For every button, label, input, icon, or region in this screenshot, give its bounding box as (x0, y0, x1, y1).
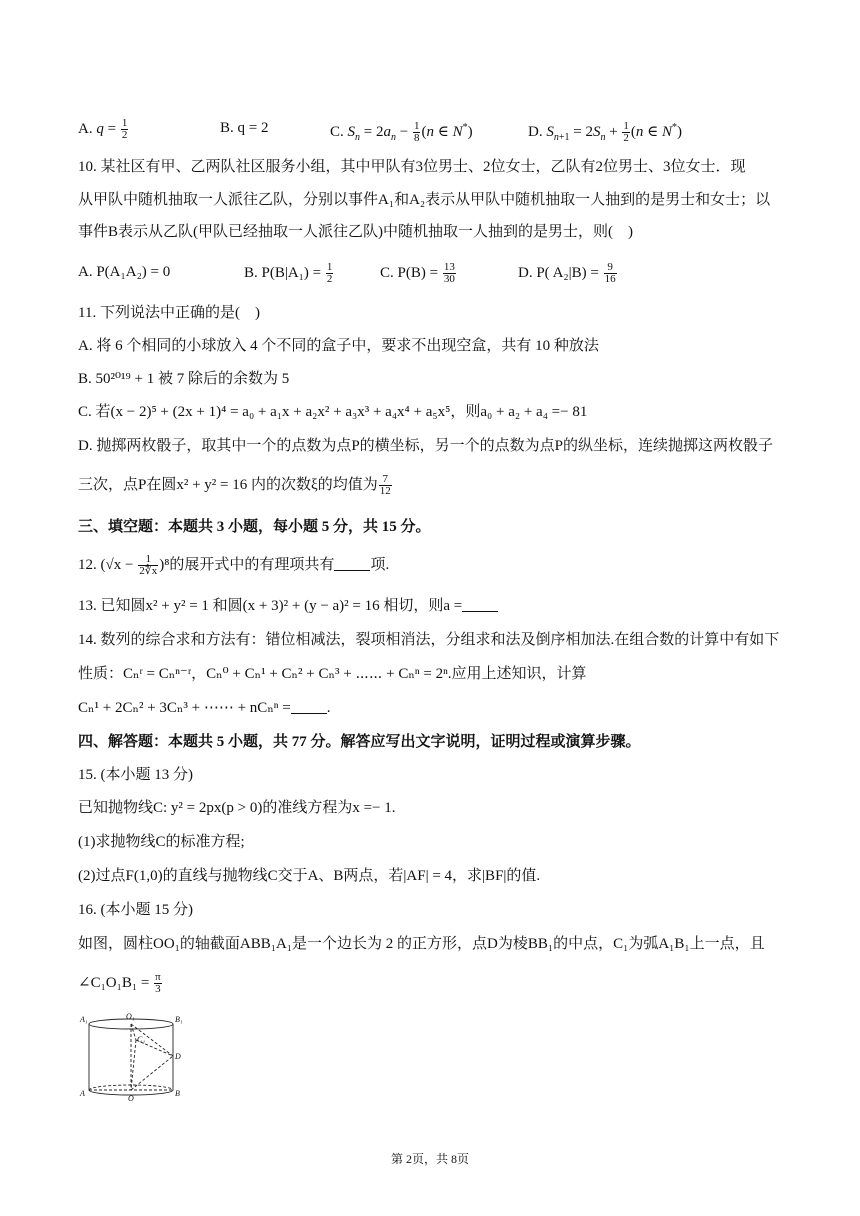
q11-option-d-line-2: 三次，点P在圆x² + y² = 16 内的次数ξ的均值为 $\frac{7}{12}$ (78, 473, 391, 497)
q10-option-c: C. P(B) = $\frac{13}{30}$ (380, 261, 455, 285)
section-3-heading: 三、填空题：本题共 3 小题，每小题 5 分，共 15 分。 (78, 519, 431, 535)
q9-option-a: A. q = $\frac{1}{2}$ (78, 117, 128, 141)
q9-option-b: B. q = 2 (220, 120, 269, 136)
q11-stem: 11. 下列说法中正确的是( ) (78, 305, 260, 321)
q11-option-c: C. 若(x − 2)⁵ + (2x + 1)⁴ = a₀ + a₁x + a₂x² + a₃x³ + a₄x⁴ + a₅x⁵，则a₀ + a₂ + a₄ =− 81 (78, 404, 588, 420)
q10-option-d: D. P( A₂|B) = $\frac{9}{16}$ (518, 261, 616, 285)
q11-option-a: A. 将 6 个相同的小球放入 4 个不同的盒子中，要求不出现空盒，共有 10 种放法 (78, 338, 599, 354)
q14-line-2: 性质：Cₙʳ = Cₙⁿ⁻ʳ，Cₙ⁰ + Cₙ¹ + Cₙ² + Cₙ³ + ⋯⋯ + Cₙⁿ = 2ⁿ.应用上述知识，计算 (78, 666, 587, 682)
q9-option-c: C. $S_n = 2a_n$ − $\frac{1}{8}$ (n ∈ N*) (330, 120, 473, 145)
q10-option-b: B. P(B|A₁) = $\frac{1}{2}$ (244, 261, 333, 285)
q12-answer-blank[interactable] (334, 556, 370, 571)
page-footer: 第 2页，共 8页 (390, 1152, 469, 1166)
label-a: A (80, 1089, 85, 1098)
q16-line-2: ∠C₁O₁B₁ = $\frac{\pi}{3}$ (78, 971, 161, 995)
q10-option-a: A. P(A₁A₂) = 0 (78, 264, 171, 280)
q10-line-1: 10. 某社区有甲、乙两队社区服务小组，其中甲队有3位男士、2位女士，乙队有2位男士、3位女士．现 (78, 159, 746, 175)
section-4-heading: 四、解答题：本题共 5 小题，共 77 分。解答应写出文字说明，证明过程或演算步骤。 (78, 734, 641, 750)
q10-line-3: 事件B表示从乙队(甲队已经抽取一人派往乙队)中随机抽取一人抽到的是男士，则( ) (78, 224, 633, 240)
q13-answer-blank[interactable] (462, 597, 498, 612)
q12: 12. (√x − $\frac{1}{2∜x}$ )⁸的展开式中的有理项共有 项. (78, 553, 390, 577)
label-d: D (175, 1052, 181, 1061)
q15-stem: 已知抛物线C: y² = 2px(p > 0)的准线方程为x =− 1. (78, 800, 396, 816)
label-a1: A₁ (80, 1015, 88, 1024)
q15-part-2: (2)过点F(1,0)的直线与抛物线C交于A、B两点，若|AF| = 4，求|BF|的值. (78, 868, 541, 884)
q11-option-d-line-1: D. 抛掷两枚骰子，取其中一个的点数为点P的横坐标，另一个的点数为点P的纵坐标，连续抛掷这两枚骰子 (78, 438, 774, 454)
label-b1: B₁ (175, 1015, 183, 1024)
q16-line-1: 如图，圆柱OO₁的轴截面ABB₁A₁是一个边长为 2 的正方形，点D为棱BB₁的中点，C₁为弧A₁B₁上一点，且 (78, 936, 765, 952)
q10-line-2: 从甲队中随机抽取一人派往乙队，分别以事件A₁和A₂表示从甲队中随机抽取一人抽到的是男士和女士；以 (78, 192, 771, 208)
label-b: B (175, 1089, 180, 1098)
q14-line-1: 14. 数列的综合求和方法有：错位相减法，裂项相消法，分组求和法及倒序相加法.在组合数的计算中有如下 (78, 632, 780, 648)
q14-line-3: Cₙ¹ + 2Cₙ² + 3Cₙ³ + ⋯⋯ + nCₙⁿ = . (78, 700, 331, 716)
q16-heading: 16. (本小题 15 分) (78, 902, 193, 918)
q15-part-1: (1)求抛物线C的标准方程; (78, 834, 245, 850)
q15-heading: 15. (本小题 13 分) (78, 767, 193, 783)
cylinder-figure (78, 1010, 188, 1110)
q9-option-d: D. $S_{n+1} = 2S_n$ + $\frac{1}{2}$ (n ∈ N*) (528, 120, 683, 145)
q13: 13. 已知圆x² + y² = 1 和圆(x + 3)² + (y − a)² = 16 相切，则a = (78, 596, 498, 616)
q11-option-b: B. 50²⁰¹⁹ + 1 被 7 除后的余数为 5 (78, 371, 290, 387)
label-o: O (128, 1094, 134, 1103)
q14-answer-blank[interactable] (291, 699, 327, 714)
label-c1: C₁ (137, 1035, 146, 1044)
label-o1: O₁ (126, 1012, 135, 1021)
